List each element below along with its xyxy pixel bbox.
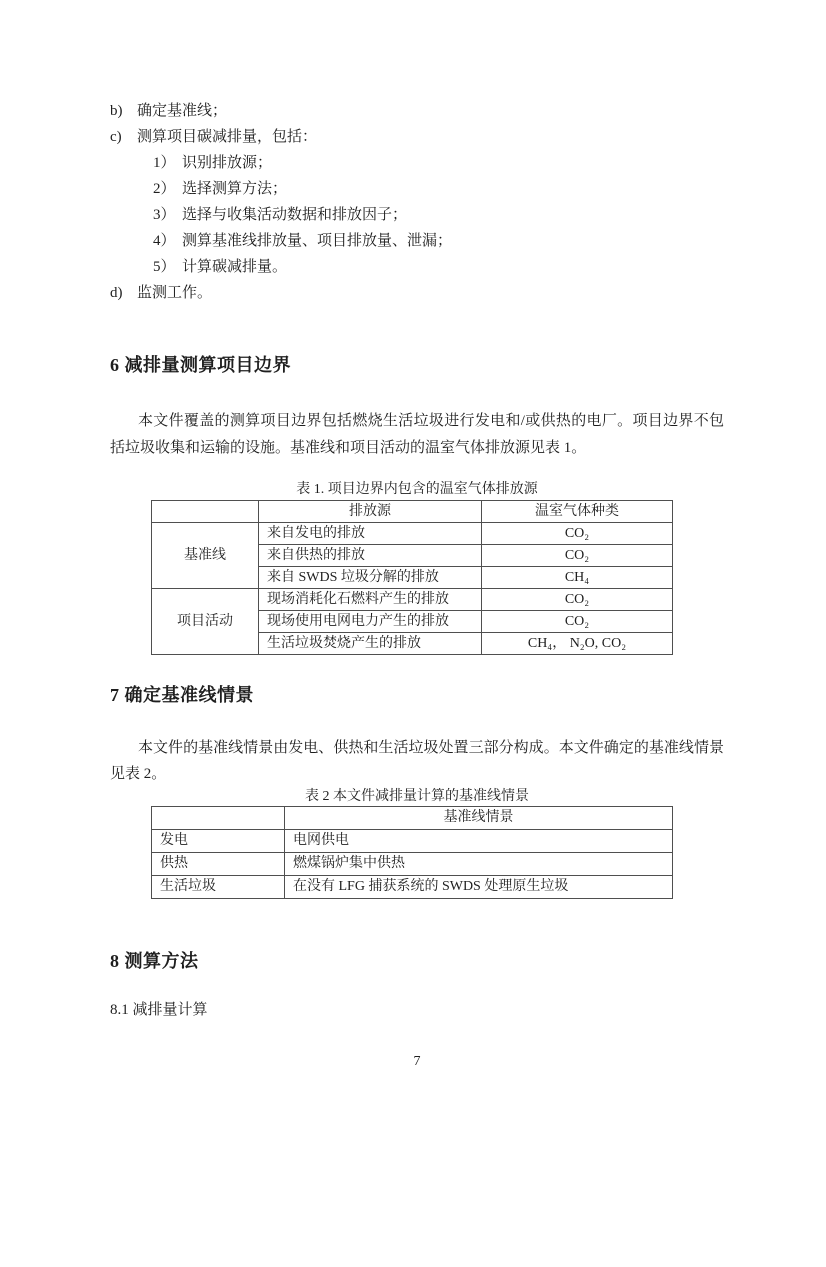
table-header-row [152,501,673,523]
procedure-list [110,98,724,306]
list-item-b [110,98,724,124]
table-ghg-emission-sources [151,500,673,655]
list-item-text: 计算碳减排量。 [182,259,288,275]
section-8-1-subheading: 8.1 减排量计算 [110,1002,208,1018]
cell-gas: CH₄， N₂O, CO₂ [482,633,673,655]
table-row [152,523,673,545]
list-item-d [110,280,724,306]
cell-scenario: 燃煤锅炉集中供热 [285,853,673,876]
table-row [152,830,673,853]
cell-source: 来自 SWDS 垃圾分解的排放 [259,567,482,589]
cell-category: 发电 [152,830,285,853]
list-item-c2 [110,176,724,202]
table-1-caption: 表 1. 项目边界内包含的温室气体排放源 [296,482,538,497]
cell-gas: CO₂ [482,589,673,611]
section-8-heading: 8 测算方法 [110,951,199,971]
cell-gas: CO₂ [482,545,673,567]
page-number: 7 [413,1054,421,1069]
list-marker: 5） [153,259,176,275]
section-7-paragraph: 本文件的基准线情景由发电、供热和生活垃圾处置三部分构成。本文件确定的基准线情景见表 2。 [110,740,724,782]
header-cell-ghg-type: 温室气体种类 [482,501,673,523]
list-marker: b) [110,103,123,119]
list-item-c4 [110,228,724,254]
list-item-text: 测算基准线排放量、项目排放量、泄漏； [182,233,453,249]
cell-gas: CO₂ [482,523,673,545]
document-page [110,98,724,1070]
list-marker: 4） [153,233,176,249]
table-header-row [152,807,673,830]
cell-source: 来自发电的排放 [259,523,482,545]
group-label-project-activity: 项目活动 [152,589,259,655]
list-marker: 2） [153,181,176,197]
table-row [152,876,673,899]
list-marker: c) [110,129,122,145]
table-row [152,853,673,876]
list-item-c [110,124,724,150]
list-item-c1 [110,150,724,176]
cell-source: 来自供热的排放 [259,545,482,567]
cell-source: 现场消耗化石燃料产生的排放 [259,589,482,611]
list-marker: 1） [153,155,176,171]
cell-category: 生活垃圾 [152,876,285,899]
cell-category: 供热 [152,853,285,876]
cell-gas: CH₄ [482,567,673,589]
list-item-c3 [110,202,724,228]
table-baseline-scenarios [151,806,673,899]
cell-source: 现场使用电网电力产生的排放 [259,611,482,633]
header-cell-blank [152,807,285,830]
list-item-text: 选择与收集活动数据和排放因子； [182,207,408,223]
header-cell-baseline-scenario: 基准线情景 [285,807,673,830]
section-7-heading: 7 确定基准线情景 [110,685,254,705]
list-item-text: 监测工作。 [137,285,213,301]
cell-source: 生活垃圾焚烧产生的排放 [259,633,482,655]
section-6-paragraph: 本文件覆盖的测算项目边界包括燃烧生活垃圾进行发电和/或供热的电厂。项目边界不包括垃圾收集和运输的设施。基准线和项目活动的温室气体排放源见表 1。 [110,413,724,456]
header-cell-emission-source: 排放源 [259,501,482,523]
list-item-text: 确定基准线； [137,103,228,119]
group-label-baseline: 基准线 [152,523,259,589]
header-cell-blank [152,501,259,523]
cell-gas: CO₂ [482,611,673,633]
list-item-text: 测算项目碳减排量，包括： [137,129,318,145]
cell-scenario: 在没有 LFG 捕获系统的 SWDS 处理原生垃圾 [285,876,673,899]
list-item-text: 识别排放源； [182,155,273,171]
cell-scenario: 电网供电 [285,830,673,853]
table-2-caption: 表 2 本文件减排量计算的基准线情景 [305,789,529,804]
list-item-text: 选择测算方法； [182,181,288,197]
list-marker: d) [110,285,123,301]
list-item-c5 [110,254,724,280]
table-row [152,589,673,611]
list-marker: 3） [153,207,176,223]
section-6-heading: 6 减排量测算项目边界 [110,355,291,375]
